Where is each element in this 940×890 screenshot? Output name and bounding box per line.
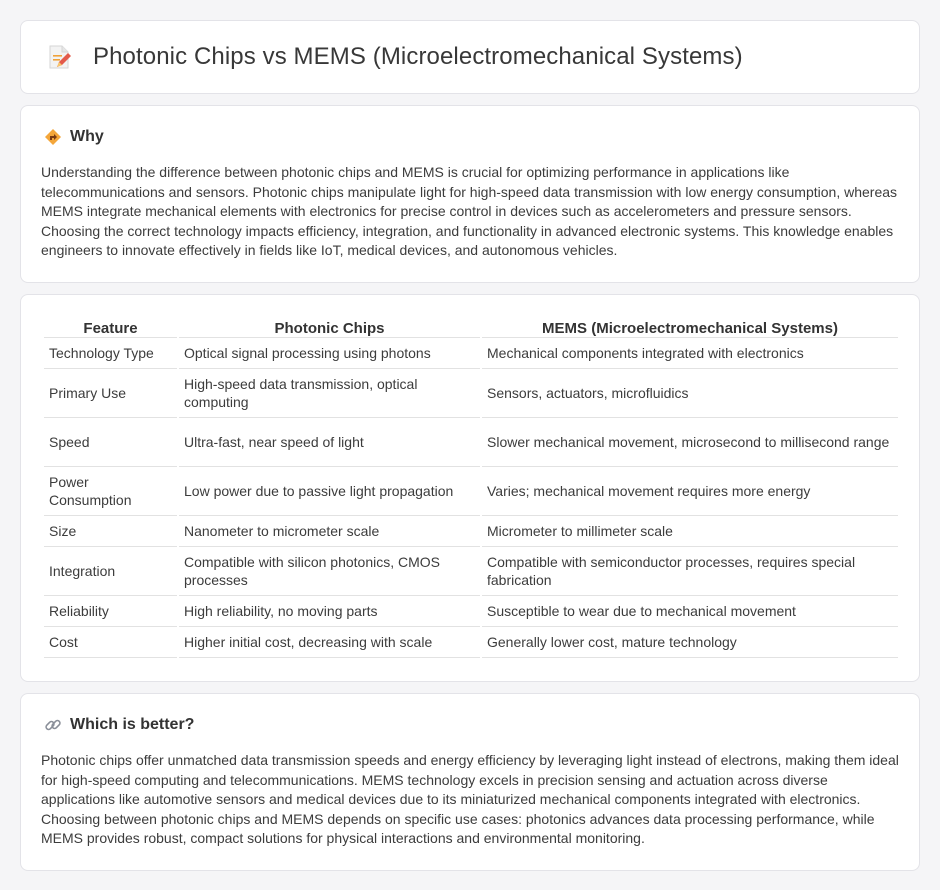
title-card <box>20 20 920 94</box>
table-row <box>44 418 898 467</box>
table-header-row <box>44 317 898 338</box>
which-better-section <box>20 693 920 871</box>
which-better-title: Which is better? <box>70 716 195 733</box>
photonic-cell: Higher initial cost, decreasing with scale <box>179 627 480 658</box>
feature-cell: Size <box>44 516 177 547</box>
which-better-text: Photonic chips offer unmatched data transmission speeds and energy efficiency by leveraging light instead of electrons, making them ideal for high-speed computing and telecommunications. MEMS technology excels in precision sensing and actuation across diverse applications like automotive sensors and medical devices due to its miniaturized mechanical components integrated with electronics. Choosing between photonic chips and MEMS depends on specific use cases: photonics advances data processing performance, while MEMS provides robust, compact solutions for physical interactions and environmental monitoring. <box>41 752 899 847</box>
mems-cell: Compatible with semiconductor processes, requires special fabrication <box>482 547 898 596</box>
document-edit-icon <box>45 43 73 71</box>
mems-cell: Micrometer to millimeter scale <box>482 516 898 547</box>
mems-cell: Generally lower cost, mature technology <box>482 627 898 658</box>
mems-cell: Mechanical components integrated with electronics <box>482 338 898 369</box>
table-row <box>44 338 898 369</box>
mems-cell: Sensors, actuators, microfluidics <box>482 369 898 418</box>
which-better-heading <box>44 716 899 734</box>
comparison-table <box>42 317 900 658</box>
photonic-cell: Nanometer to micrometer scale <box>179 516 480 547</box>
mems-cell: Susceptible to wear due to mechanical movement <box>482 596 898 627</box>
column-header-mems: MEMS (Microelectromechanical Systems) <box>482 317 898 338</box>
photonic-cell: Low power due to passive light propagation <box>179 467 480 516</box>
feature-cell: Technology Type <box>44 338 177 369</box>
table-row <box>44 547 898 596</box>
table-row <box>44 596 898 627</box>
feature-cell: Speed <box>44 418 177 467</box>
table-row <box>44 369 898 418</box>
column-header-photonic: Photonic Chips <box>179 317 480 338</box>
diamond-signpost-icon <box>44 128 62 146</box>
feature-cell: Primary Use <box>44 369 177 418</box>
why-title: Why <box>70 128 104 145</box>
table-row <box>44 467 898 516</box>
table-row <box>44 627 898 658</box>
feature-cell: Integration <box>44 547 177 596</box>
mems-cell: Slower mechanical movement, microsecond to millisecond range <box>482 418 898 467</box>
feature-cell: Reliability <box>44 596 177 627</box>
feature-cell: Power Consumption <box>44 467 177 516</box>
column-header-feature: Feature <box>44 317 177 338</box>
photonic-cell: Optical signal processing using photons <box>179 338 480 369</box>
feature-cell: Cost <box>44 627 177 658</box>
mems-cell: Varies; mechanical movement requires more energy <box>482 467 898 516</box>
why-section <box>20 105 920 283</box>
page-title: Photonic Chips vs MEMS (Microelectromechanical Systems) <box>93 43 743 70</box>
table-row <box>44 516 898 547</box>
why-text: Understanding the difference between photonic chips and MEMS is crucial for optimizing performance in applications like telecommunications and sensors. Photonic chips manipulate light for high-speed data transmission with low energy consumption, whereas MEMS integrate mechanical elements with electronics for precise control in devices such as accelerometers and pressure sensors. Choosing the correct technology impacts efficiency, integration, and functionality in advanced electronic systems. This knowledge enables engineers to innovate effectively in fields like IoT, medical devices, and autonomous vehicles. <box>41 164 898 259</box>
comparison-section <box>20 294 920 682</box>
photonic-cell: High-speed data transmission, optical computing <box>179 369 480 418</box>
photonic-cell: Ultra-fast, near speed of light <box>179 418 480 467</box>
why-heading <box>44 128 899 146</box>
photonic-cell: High reliability, no moving parts <box>179 596 480 627</box>
photonic-cell: Compatible with silicon photonics, CMOS processes <box>179 547 480 596</box>
link-icon <box>44 716 62 734</box>
